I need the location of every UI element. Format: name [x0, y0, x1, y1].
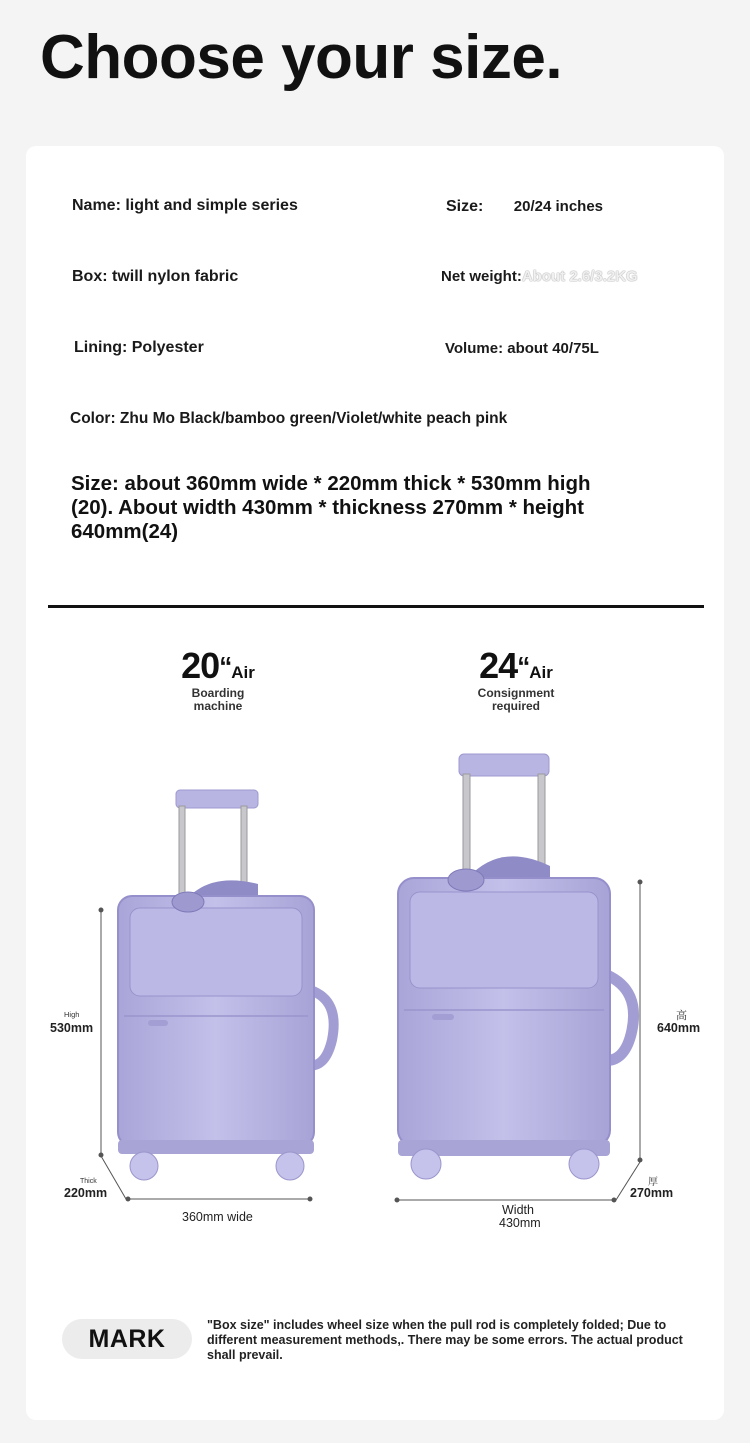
model-20-header: 20“Air Boarding machine — [138, 648, 298, 713]
spec-color: Color: Zhu Mo Black/bamboo green/Violet/white peach pink — [70, 410, 508, 427]
dim-20-width-value: 360mm wide — [182, 1210, 253, 1224]
dim-24-high-label: 高 — [676, 1010, 687, 1022]
model-24-number: 24 — [479, 645, 518, 686]
dim-24-width-label: Width — [502, 1203, 534, 1217]
dim-20-thick-value: 220mm — [64, 1186, 108, 1200]
spec-size-label: Size: — [446, 198, 484, 215]
dim-20-thick-label: Thick — [80, 1178, 97, 1185]
dim-20-high-label: High — [64, 1010, 80, 1019]
model-24-air: Air — [529, 663, 553, 682]
mark-badge: MARK — [62, 1319, 192, 1359]
model-24-subtitle-2: required — [491, 699, 540, 713]
spec-net-weight-value: About 2.6/3.2KG — [521, 268, 638, 285]
dim-24-thick-label: 厚 — [648, 1177, 658, 1188]
spec-volume: Volume: about 40/75L — [445, 340, 599, 357]
suitcase-24-image — [398, 754, 634, 1179]
model-24-header: 24“Air Consignment required — [436, 648, 596, 713]
dim-24-thick-value: 270mm — [630, 1186, 674, 1200]
page-title: Choose your size. — [40, 23, 563, 92]
spec-name: Name: light and simple series — [72, 197, 298, 214]
dim-20-high-value: 530mm — [50, 1021, 94, 1035]
spec-lining: Lining: Polyester — [74, 339, 204, 356]
spec-net-weight-label: Net weight: — [441, 268, 522, 285]
model-20-number: 20 — [181, 645, 220, 686]
dim-24-high-value: 640mm — [657, 1021, 701, 1035]
model-20-subtitle-1: Boarding — [191, 686, 245, 700]
spec-size-value: 20/24 inches — [513, 198, 604, 215]
mark-note: "Box size" includes wheel size when the pull rod is completely folded; Due to different measurement methods,. There may be some errors. The actual product shall prevail. — [207, 1318, 683, 1362]
model-20-air: Air — [231, 663, 255, 682]
suitcase-20-image — [118, 790, 334, 1180]
size-description: Size: about 360mm wide * 220mm thick * 530mm high (20). About width 430mm * thickness 270mm * height 640mm(24) — [71, 472, 591, 543]
spec-box: Box: twill nylon fabric — [72, 268, 239, 285]
model-24-subtitle-1: Consignment — [477, 686, 555, 700]
model-20-subtitle-2: machine — [193, 699, 243, 713]
dim-24-width-value: 430mm — [499, 1216, 541, 1230]
